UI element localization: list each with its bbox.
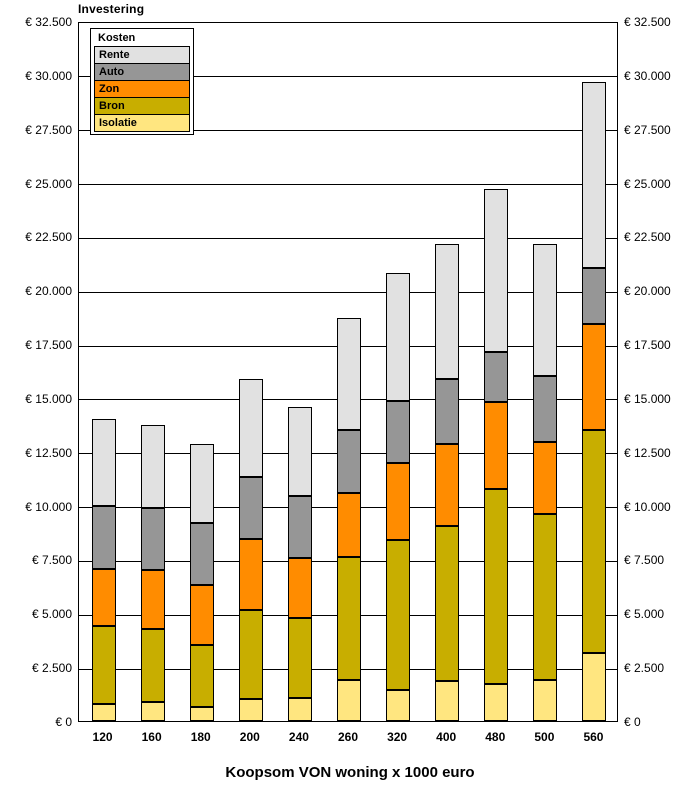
bar-segment-bron <box>337 557 361 680</box>
y-axis-tick-label-left: € 12.500 <box>25 445 72 460</box>
bar-segment-auto <box>239 477 263 539</box>
x-axis-tick-label: 240 <box>288 730 309 744</box>
bar-segment-zon <box>141 570 165 629</box>
y-axis-tick-label-right: € 27.500 <box>624 122 671 137</box>
bar-segment-bron <box>435 526 459 681</box>
bar-segment-auto <box>337 430 361 492</box>
bar-segment-bron <box>239 610 263 699</box>
bar-segment-bron <box>484 489 508 684</box>
bar-segment-rente <box>337 318 361 430</box>
legend-item-label: Auto <box>99 65 125 78</box>
bar-column <box>386 21 410 721</box>
bar-segment-rente <box>288 407 312 496</box>
legend-title: Kosten <box>98 32 136 44</box>
bar-segment-rente <box>386 273 410 401</box>
bar-segment-auto <box>435 379 459 445</box>
y-axis-tick-label-right: € 12.500 <box>624 445 671 460</box>
bar-segment-isolatie <box>239 699 263 721</box>
y-axis-tick-label-left: € 17.500 <box>25 338 72 353</box>
bar-column <box>582 21 606 721</box>
bar-segment-isolatie <box>190 707 214 721</box>
bar-segment-auto <box>533 376 557 442</box>
y-axis-tick-label-left: € 15.000 <box>25 391 72 406</box>
y-axis-tick-label-right: € 30.000 <box>624 68 671 83</box>
bar-segment-rente <box>141 425 165 508</box>
bar-segment-zon <box>288 558 312 617</box>
bar-segment-zon <box>582 324 606 431</box>
y-axis-tick-label-left: € 20.000 <box>25 284 72 299</box>
legend-item-auto[interactable] <box>94 63 190 81</box>
y-axis-tick-label-left: € 30.000 <box>25 68 72 83</box>
legend-item-label: Zon <box>99 82 120 95</box>
legend-item-rente[interactable] <box>94 46 190 64</box>
bar-segment-rente <box>190 444 214 523</box>
bar-segment-bron <box>288 618 312 699</box>
x-axis-tick-label: 320 <box>387 730 408 744</box>
bar-segment-auto <box>92 506 116 570</box>
bar-column <box>533 21 557 721</box>
bar-segment-zon <box>386 463 410 541</box>
bar-segment-rente <box>582 82 606 267</box>
bar-segment-bron <box>533 514 557 680</box>
bar-segment-bron <box>386 540 410 690</box>
bar-segment-zon <box>92 569 116 626</box>
bar-segment-zon <box>484 402 508 489</box>
bar-segment-auto <box>386 401 410 462</box>
y-axis-tick-label-right: € 32.500 <box>624 15 671 29</box>
bar-segment-auto <box>484 352 508 403</box>
chart-legend <box>90 28 194 135</box>
x-axis-label: Koopsom VON woning x 1000 euro <box>225 764 475 781</box>
legend-item-isolatie[interactable] <box>94 114 190 132</box>
bar-segment-rente <box>92 419 116 505</box>
y-axis-tick-label-left: € 10.000 <box>25 499 72 514</box>
y-axis-tick-label-right: € 22.500 <box>624 230 671 245</box>
y-axis-tick-label-left: € 25.000 <box>25 176 72 191</box>
bar-segment-bron <box>582 430 606 653</box>
y-axis-tick-label-left: € 0 <box>55 715 72 729</box>
x-axis-tick-label: 120 <box>92 730 113 744</box>
bar-column <box>337 21 361 721</box>
y-axis-tick-label-right: € 5.000 <box>624 607 665 622</box>
y-axis-tick-label-left: € 2.500 <box>31 661 72 676</box>
bar-segment-isolatie <box>337 680 361 721</box>
bar-segment-isolatie <box>582 653 606 721</box>
bar-segment-isolatie <box>484 684 508 721</box>
bar-segment-zon <box>337 493 361 558</box>
bar-column <box>484 21 508 721</box>
bar-segment-isolatie <box>386 690 410 721</box>
x-axis-tick-label: 480 <box>485 730 506 744</box>
y-axis-tick-label-right: € 2.500 <box>624 661 665 676</box>
y-axis-tick-label-left: € 22.500 <box>25 230 72 245</box>
y-axis-tick-label-right: € 15.000 <box>624 391 671 406</box>
bar-segment-isolatie <box>288 698 312 721</box>
y-axis-tick-label-left: € 27.500 <box>25 122 72 137</box>
y-axis-tick-label-right: € 7.500 <box>624 553 665 568</box>
y-axis-tick-label-right: € 17.500 <box>624 338 671 353</box>
y-axis-tick-label-left: € 5.000 <box>31 607 72 622</box>
bar-segment-auto <box>582 268 606 324</box>
bar-segment-zon <box>533 442 557 514</box>
bar-segment-zon <box>190 585 214 644</box>
x-axis-tick-label: 160 <box>141 730 162 744</box>
bar-column <box>288 21 312 721</box>
bar-segment-auto <box>190 523 214 585</box>
y-axis-tick-label-right: € 25.000 <box>624 176 671 191</box>
legend-rows <box>94 46 190 132</box>
bar-segment-rente <box>239 379 263 477</box>
x-axis-tick-label: 500 <box>534 730 555 744</box>
bar-segment-isolatie <box>435 681 459 721</box>
bar-segment-rente <box>484 189 508 352</box>
bar-segment-isolatie <box>141 702 165 721</box>
bar-column <box>435 21 459 721</box>
bar-segment-auto <box>141 508 165 570</box>
x-axis-tick-label: 560 <box>583 730 604 744</box>
legend-item-zon[interactable] <box>94 80 190 98</box>
bar-segment-bron <box>190 645 214 707</box>
bar-segment-zon <box>435 444 459 526</box>
bar-segment-zon <box>239 539 263 610</box>
x-axis-tick-label: 260 <box>337 730 359 744</box>
y-axis-tick-label-right: € 20.000 <box>624 284 671 299</box>
bar-segment-isolatie <box>92 704 116 721</box>
chart-title: Investering <box>78 2 145 16</box>
bar-segment-rente <box>533 244 557 376</box>
x-axis-tick-label: 200 <box>239 730 260 744</box>
y-axis-tick-label-right: € 10.000 <box>624 499 671 514</box>
x-axis-tick-label: 180 <box>190 730 211 744</box>
bar-segment-isolatie <box>533 680 557 721</box>
y-axis-tick-label-right: € 0 <box>624 715 641 729</box>
bar-segment-rente <box>435 244 459 379</box>
legend-item-label: Isolatie <box>99 116 137 129</box>
y-axis-tick-label-left: € 32.500 <box>25 15 72 29</box>
legend-item-label: Bron <box>99 99 125 112</box>
x-axis-tick-label: 400 <box>436 730 457 744</box>
bar-segment-auto <box>288 496 312 558</box>
bar-segment-bron <box>92 626 116 704</box>
bar-column <box>239 21 263 721</box>
y-axis-tick-label-left: € 7.500 <box>31 553 72 568</box>
legend-item-label: Rente <box>99 48 130 61</box>
legend-item-bron[interactable] <box>94 97 190 115</box>
bar-segment-bron <box>141 629 165 701</box>
